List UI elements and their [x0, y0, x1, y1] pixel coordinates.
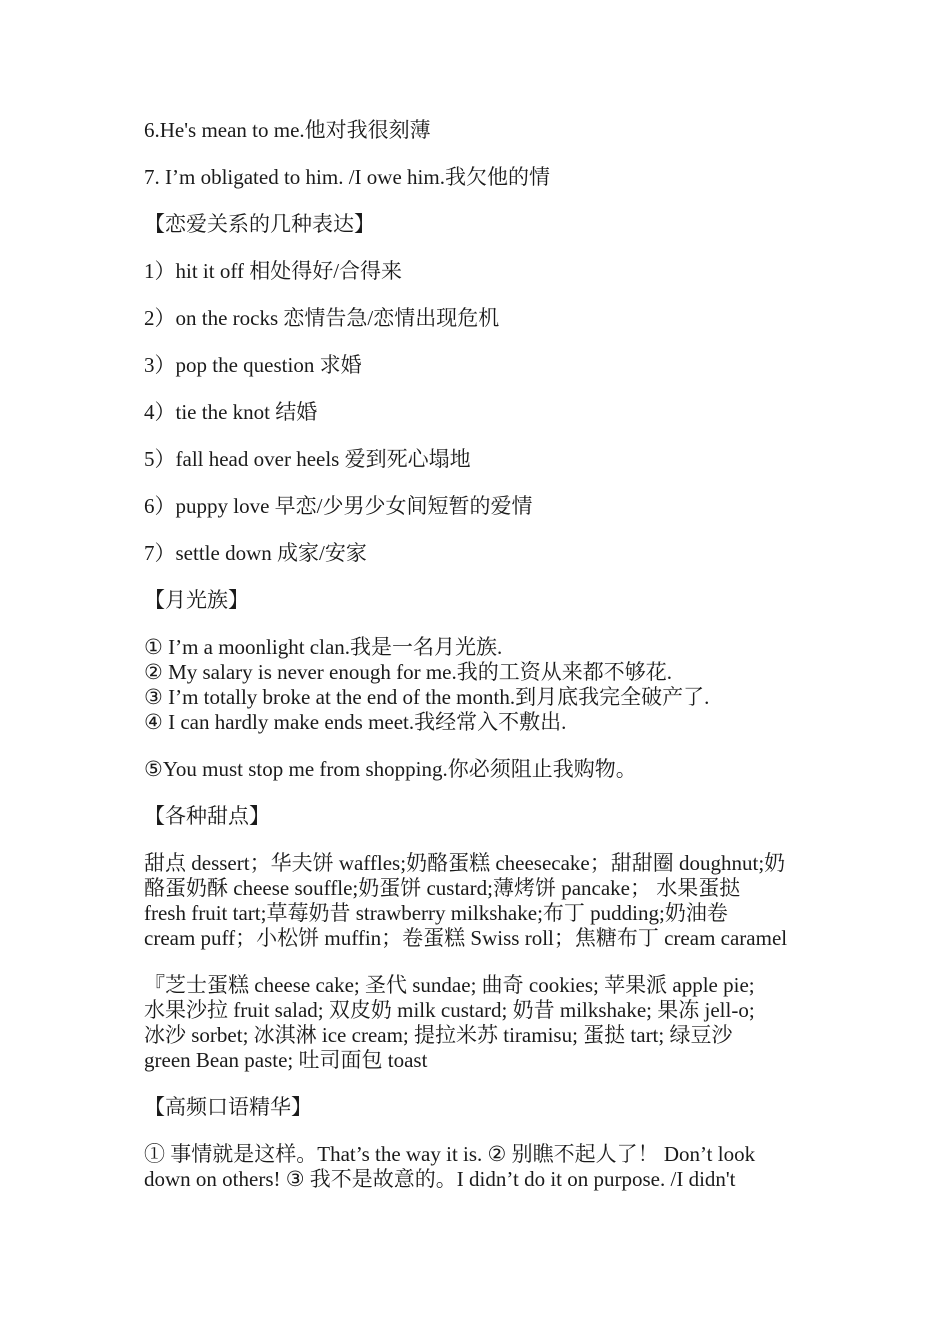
section-heading-love: 【恋爱关系的几种表达】: [144, 212, 375, 236]
dessert-paragraph-1: [144, 851, 812, 951]
paragraph-line: 甜点 dessert；华夫饼 waffles;奶酪蛋糕 cheesecake；甜甜圈 doughnut;奶: [144, 851, 786, 875]
paragraph-line: 『芝士蛋糕 cheese cake; 圣代 sundae; 曲奇 cookies; 苹果派 apple pie;: [144, 973, 755, 997]
paragraph-line: down on others! ③ 我不是故意的。I didn’t do it on purpose. /I didn't: [144, 1167, 736, 1191]
moonlight-paragraph: [144, 635, 812, 735]
list-item: 5）fall head over heels 爱到死心塌地: [144, 447, 471, 471]
phrases-paragraph: [144, 1142, 812, 1192]
paragraph-line: green Bean paste; 吐司面包 toast: [144, 1048, 428, 1072]
section-heading-dessert: 【各种甜点】: [144, 804, 270, 828]
list-item: 2）on the rocks 恋情告急/恋情出现危机: [144, 306, 500, 330]
dessert-paragraph-2: [144, 973, 812, 1073]
paragraph-line: 水果沙拉 fruit salad; 双皮奶 milk custard; 奶昔 milkshake; 果冻 jell-o;: [144, 998, 755, 1022]
paragraph-line: fresh fruit tart;草莓奶昔 strawberry milkshake;布丁 pudding;奶油卷: [144, 901, 728, 925]
list-item: 1）hit it off 相处得好/合得来: [144, 259, 403, 283]
document-page: [144, 118, 812, 1214]
list-item: 4）tie the knot 结婚: [144, 400, 318, 424]
section-heading-phrases: 【高频口语精华】: [144, 1095, 312, 1119]
list-item: 6）puppy love 早恋/少男少女间短暂的爱情: [144, 494, 533, 518]
paragraph-line: ① 事情就是这样。That’s the way it is. ② 别瞧不起人了！ Don’t look: [144, 1142, 756, 1166]
paragraph-line: ③ I’m totally broke at the end of the month.到月底我完全破产了.: [144, 685, 710, 709]
paragraph-line: 酪蛋奶酥 cheese souffle;奶蛋饼 custard;薄烤饼 pancake； 水果蛋挞: [144, 876, 741, 900]
list-item: 3）pop the question 求婚: [144, 353, 362, 377]
list-item: 7）settle down 成家/安家: [144, 541, 367, 565]
sentence-line-7: 7. I’m obligated to him. /I owe him.我欠他的情: [144, 165, 550, 189]
section-heading-moonlight: 【月光族】: [144, 588, 249, 612]
paragraph-line: ② My salary is never enough for me.我的工资从来都不够花.: [144, 660, 672, 684]
paragraph-line: ④ I can hardly make ends meet.我经常入不敷出.: [144, 710, 567, 734]
paragraph-line: 冰沙 sorbet; 冰淇淋 ice cream; 提拉米苏 tiramisu; 蛋挞 tart; 绿豆沙: [144, 1023, 733, 1047]
moonlight-line-5: ⑤You must stop me from shopping.你必须阻止我购物。: [144, 757, 637, 781]
paragraph-line: cream puff；小松饼 muffin；卷蛋糕 Swiss roll；焦糖布丁 cream caramel: [144, 926, 788, 950]
sentence-line-6: 6.He's mean to me.他对我很刻薄: [144, 118, 431, 142]
paragraph-line: ① I’m a moonlight clan.我是一名月光族.: [144, 635, 503, 659]
